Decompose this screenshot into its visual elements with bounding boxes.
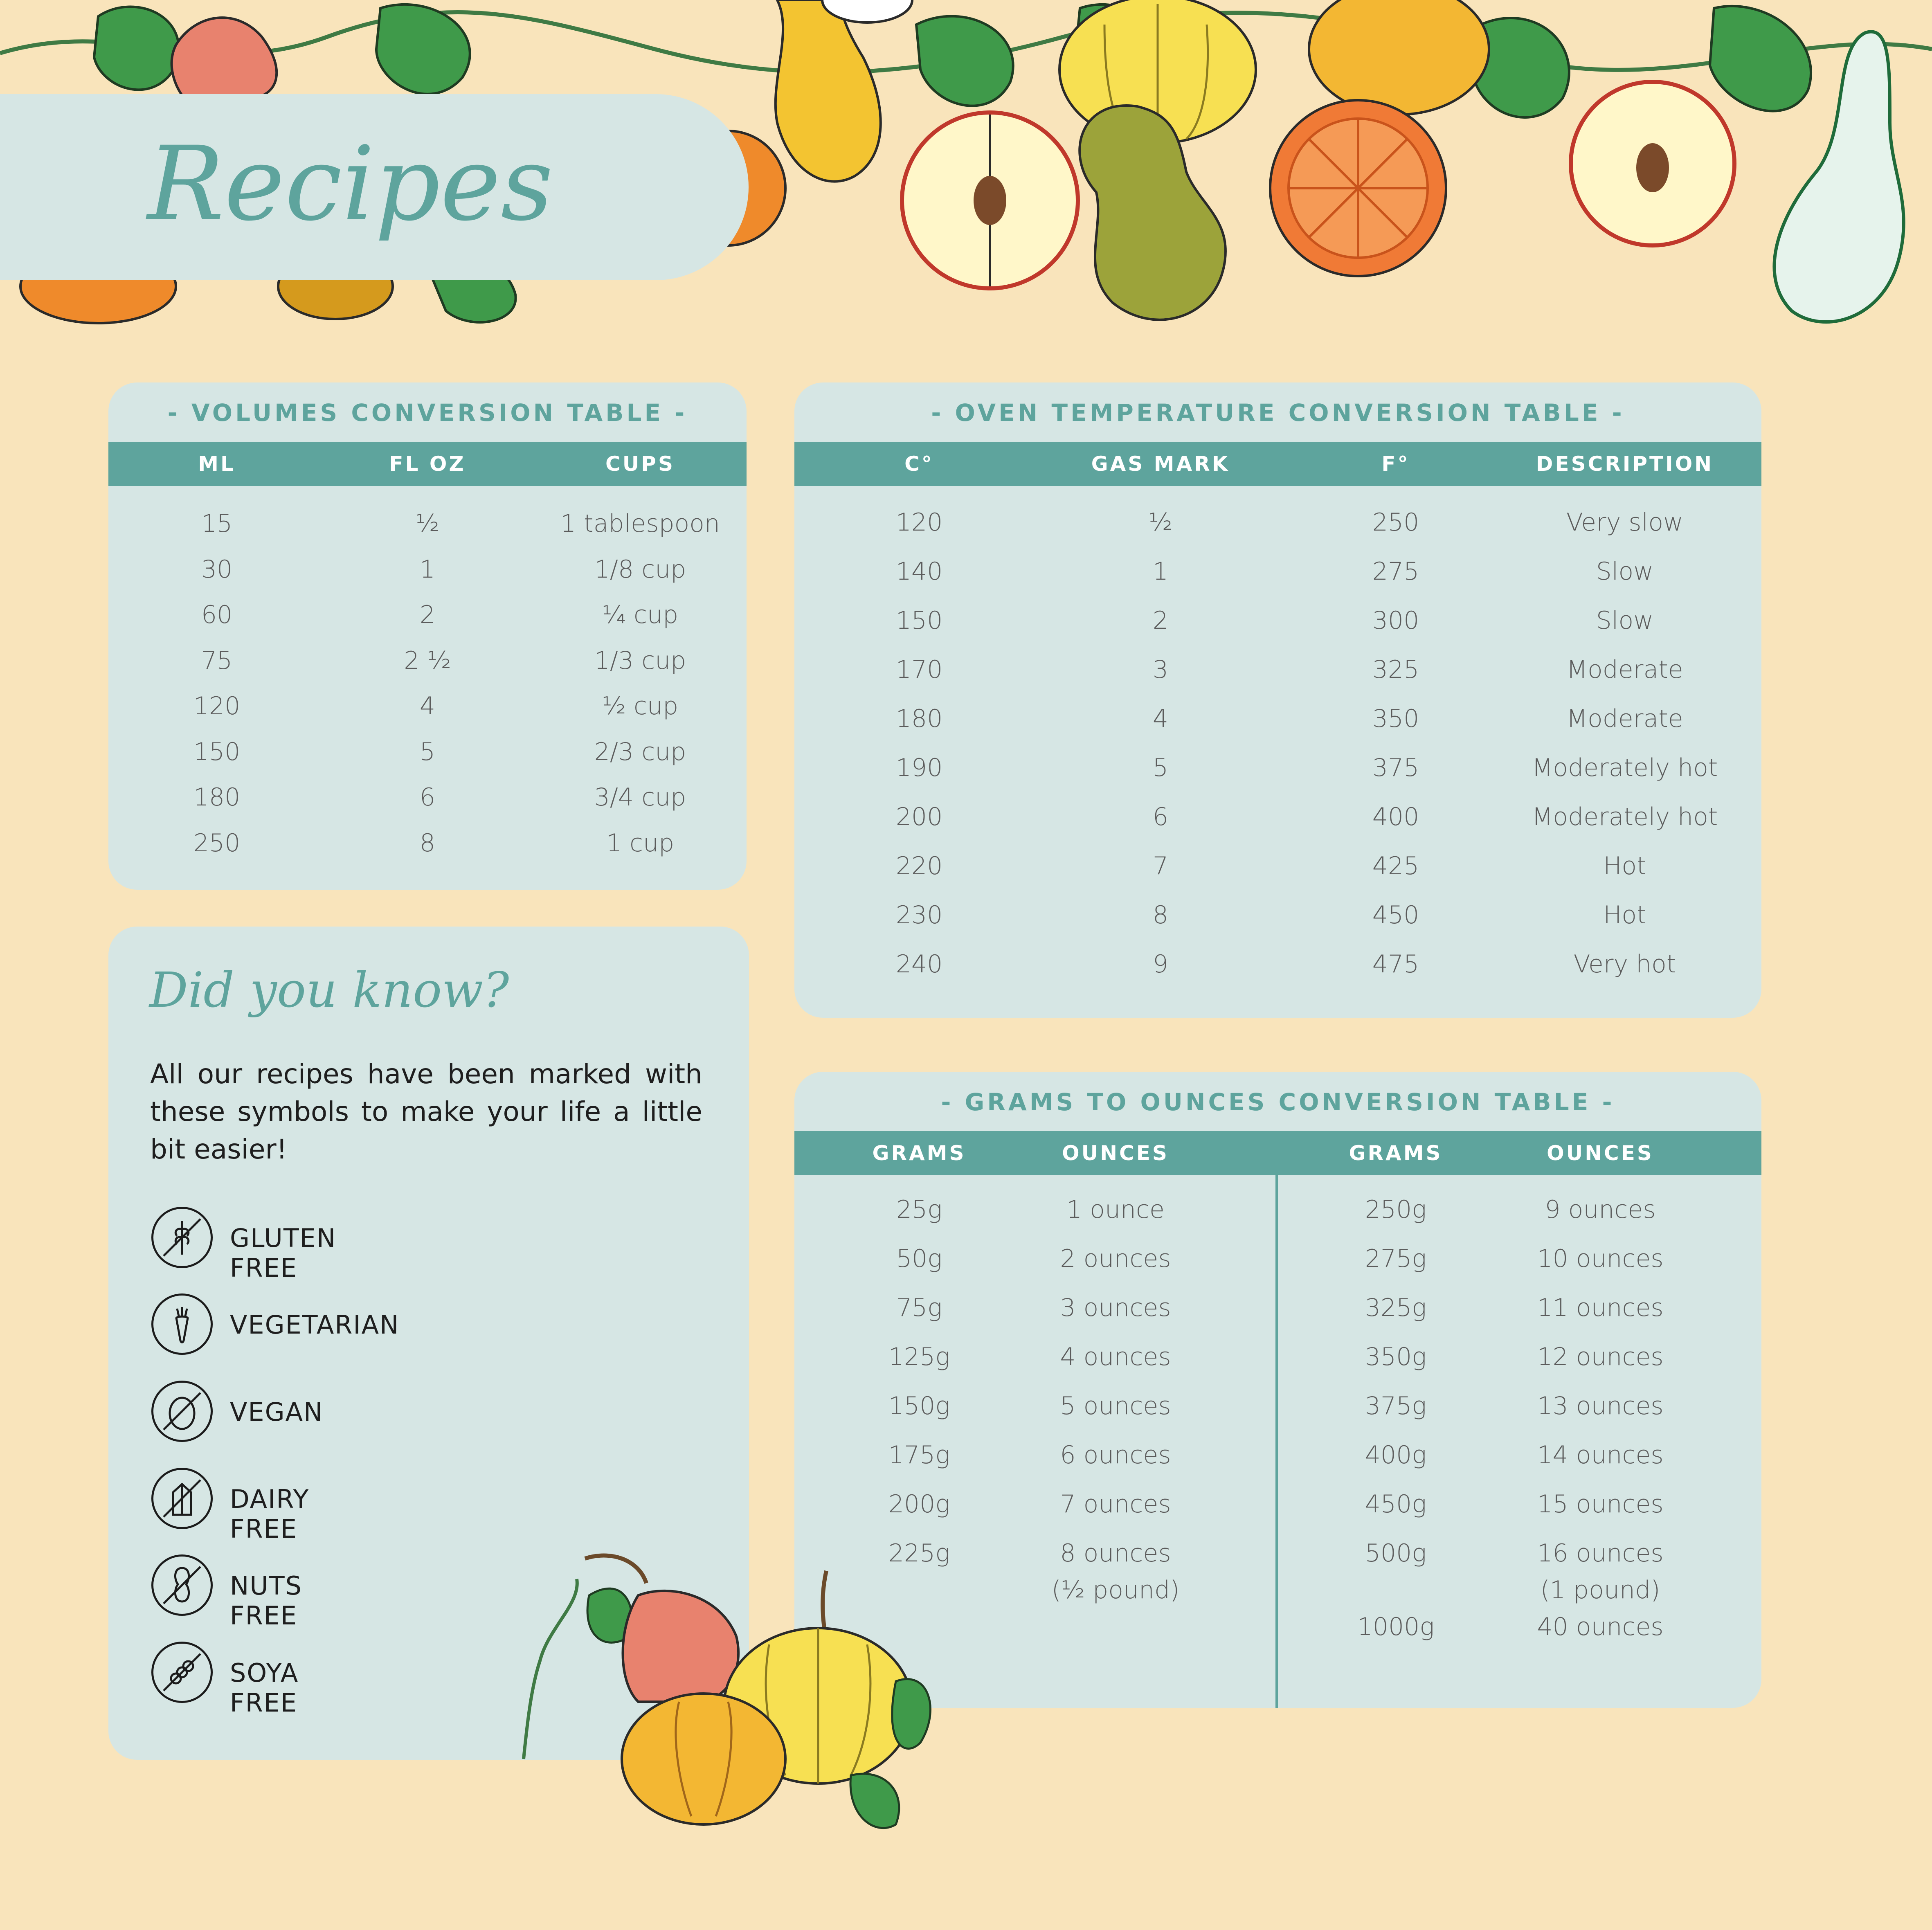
table-cell: 450 [1372,901,1419,929]
column-header: DESCRIPTION [1536,452,1714,476]
table-cell: 50g [896,1244,942,1273]
table-cell: 40 ounces [1537,1613,1664,1641]
oven-table-title: - OVEN TEMPERATURE CONVERSION TABLE - [931,399,1625,427]
column-header: FL OZ [389,452,466,476]
symbol-label: GLUTEN FREE [230,1223,337,1283]
table-cell: (½ pound) [1051,1576,1180,1604]
table-cell: Hot [1603,901,1646,929]
table-cell: 240 [895,950,943,978]
column-header: GRAMS [872,1141,966,1165]
grams-table-header [794,1131,1761,1175]
table-cell: 1/3 cup [594,646,686,675]
table-cell: 175g [888,1441,950,1469]
table-cell: 325 [1372,655,1419,684]
table-cell: 350g [1365,1343,1427,1371]
table-cell: 4 ounces [1060,1343,1171,1371]
table-cell: Moderately hot [1532,803,1718,831]
table-cell: 6 ounces [1060,1441,1171,1469]
table-cell: ½ [1148,508,1173,537]
symbol-label: VEGAN [230,1397,324,1427]
table-cell: 7 ounces [1060,1490,1171,1518]
table-cell: 190 [895,754,943,782]
table-cell: 14 ounces [1537,1441,1664,1469]
symbol-label: DAIRY FREE [230,1484,310,1544]
table-cell: 200g [888,1490,950,1518]
table-cell: 120 [193,692,241,720]
volumes-table-title: - VOLUMES CONVERSION TABLE - [167,399,688,427]
table-cell: 1 [419,555,436,584]
table-cell: 475 [1372,950,1419,978]
table-cell: Slow [1596,557,1654,586]
table-cell: (1 pound) [1540,1576,1660,1604]
table-cell: 5 ounces [1060,1392,1171,1420]
table-cell: 140 [895,557,943,586]
table-cell: 150g [888,1392,950,1420]
table-cell: 3 ounces [1060,1293,1171,1322]
table-cell: 1000g [1357,1613,1435,1641]
table-cell: 230 [895,901,943,929]
table-cell: 450g [1365,1490,1427,1518]
soy-bean-crossed-icon [151,1642,213,1703]
table-cell: 8 [419,828,436,857]
table-cell: 1 [1152,557,1169,586]
table-cell: Slow [1596,606,1654,635]
symbol-label: SOYA FREE [230,1658,299,1718]
table-cell: 1 cup [606,828,675,857]
column-header: OUNCES [1062,1141,1169,1165]
table-cell: 120 [895,508,943,537]
table-cell: 5 [419,737,436,766]
table-cell: 4 [1152,704,1169,733]
table-cell: 350 [1372,704,1419,733]
table-cell: 11 ounces [1537,1293,1664,1322]
symbol-label: VEGETARIAN [230,1310,400,1340]
table-cell: 9 [1152,950,1169,978]
table-cell: 6 [1152,803,1169,831]
table-cell: ½ cup [602,692,679,720]
table-cell: Moderate [1566,704,1683,733]
table-cell: Hot [1603,852,1646,880]
title-banner [0,94,749,280]
table-cell: 15 ounces [1537,1490,1664,1518]
carrot-icon [151,1293,213,1355]
table-cell: Very hot [1573,950,1676,978]
table-cell: 25g [896,1195,942,1224]
table-cell: 9 ounces [1545,1195,1656,1224]
table-cell: Very slow [1566,508,1684,537]
table-cell: 150 [895,606,943,635]
wheat-crossed-icon [151,1207,213,1268]
column-header: ML [198,452,236,476]
table-cell: 6 [419,783,436,812]
table-cell: 30 [201,555,233,584]
table-cell: 225g [888,1539,950,1568]
oven-temperature-conversion-table [794,382,1761,1018]
table-cell: 425 [1372,852,1419,880]
table-cell: 5 [1152,754,1169,782]
page-title: Recipes [147,124,553,243]
table-cell: 1 tablespoon [560,509,720,538]
table-cell: 60 [201,601,233,629]
table-cell: 16 ounces [1537,1539,1664,1568]
peanut-crossed-icon [151,1554,213,1616]
table-cell: 300 [1372,606,1419,635]
grams-table-title: - GRAMS TO OUNCES CONVERSION TABLE - [941,1088,1615,1116]
table-cell: Moderately hot [1532,754,1718,782]
volumes-conversion-table [108,382,747,890]
table-cell: 275g [1365,1244,1427,1273]
volumes-table-header [108,442,747,486]
table-cell: 500g [1365,1539,1427,1568]
column-header: CUPS [605,452,675,476]
column-header: GAS MARK [1091,452,1230,476]
symbol-label: NUTS FREE [230,1571,302,1631]
column-header: GRAMS [1349,1141,1443,1165]
milk-carton-crossed-icon [151,1468,213,1529]
table-cell: 4 [419,692,436,720]
column-header: C° [904,452,934,476]
table-cell: 150 [193,737,241,766]
table-cell: 7 [1152,852,1169,880]
table-cell: 180 [895,704,943,733]
did-you-know-title: Did you know? [149,962,509,1018]
table-cell: 75g [896,1293,942,1322]
table-cell: 170 [895,655,943,684]
table-cell: 2/3 cup [594,737,686,766]
table-cell: 10 ounces [1537,1244,1664,1273]
table-cell: 12 ounces [1537,1343,1664,1371]
table-cell: 3/4 cup [594,783,686,812]
oven-table-header [794,442,1761,486]
table-cell: 220 [895,852,943,880]
table-cell: 250 [193,828,241,857]
did-you-know-text: All our recipes have been marked with these symbols to make your life a little bit easier! [150,1058,702,1165]
table-cell: 8 ounces [1060,1539,1171,1568]
table-cell: 180 [193,783,241,812]
table-cell: 400g [1365,1441,1427,1469]
table-cell: 15 [201,509,233,538]
table-cell: 275 [1372,557,1419,586]
table-cell: 325g [1365,1293,1427,1322]
table-cell: 2 [419,601,436,629]
table-cell: 2 [1152,606,1169,635]
table-cell: 375g [1365,1392,1427,1420]
table-cell: Moderate [1566,655,1683,684]
table-cell: 400 [1372,803,1419,831]
table-cell: 2 ½ [404,646,451,675]
table-cell: 2 ounces [1060,1244,1171,1273]
table-cell: 250g [1365,1195,1427,1224]
egg-crossed-icon [151,1381,213,1442]
table-cell: ¼ cup [602,601,679,629]
pumpkins-illustration [515,1546,941,1841]
table-cell: 375 [1372,754,1419,782]
table-cell: 3 [1152,655,1169,684]
table-cell: 1 ounce [1066,1195,1165,1224]
table-cell: 8 [1152,901,1169,929]
table-cell: 250 [1372,508,1419,537]
table-cell: ½ [415,509,440,538]
column-header: OUNCES [1547,1141,1654,1165]
table-cell: 125g [888,1343,950,1371]
column-header: F° [1381,452,1410,476]
table-cell: 1/8 cup [594,555,686,584]
table-cell: 200 [895,803,943,831]
table-cell: 13 ounces [1537,1392,1664,1420]
table-cell: 75 [201,646,233,675]
